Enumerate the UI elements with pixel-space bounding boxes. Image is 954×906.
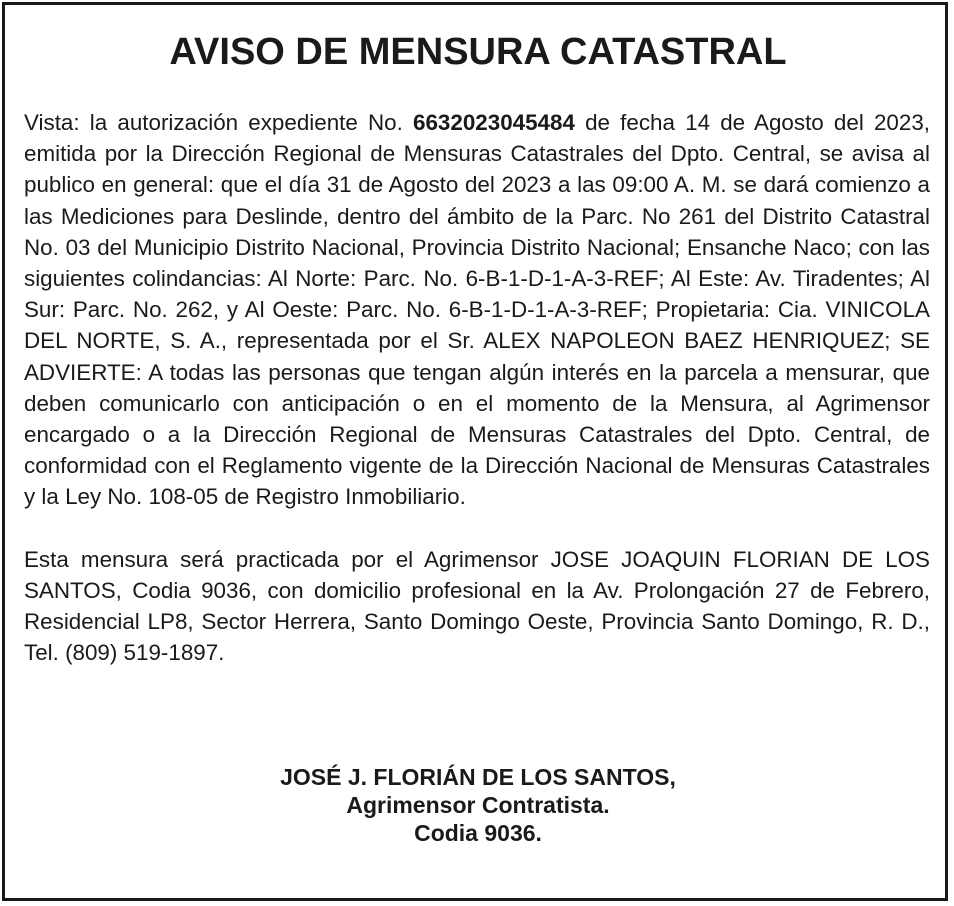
signature-block [5, 763, 951, 847]
expediente-number: 6632023045484 [413, 110, 575, 135]
paragraph-intro-text: Vista: la autorización expediente No. [24, 110, 414, 135]
signature-name: JOSÉ J. FLORIÁN DE LOS SANTOS, [280, 764, 676, 790]
paragraph-authorization [24, 107, 930, 513]
paragraph-body-text: de fecha 14 de Agosto del 2023, emitida por la Dirección Regional de Mensuras Catastrales del Dpto. Central, se avisa al publico en general: que el día 31 de Agosto del 2023 a las 09:00 A. M. se dará comienzo a las Mediciones para Deslinde, dentro del ámbito de la Parc. No 261 del Distrito Catastral No. 03 del Municipio Distrito Nacional, Provincia Distrito Nacional; Ensanche Naco; con las siguientes colindancias: Al Norte: Parc. No. 6-B-1-D-1-A-3-REF; Al Este: Av. Tiradentes; Al Sur: Parc. No. 262, y Al Oeste: Parc. No. 6-B-1-D-1-A-3-REF; Propietaria: Cia. VINICOLA DEL NORTE, S. A., representada por el Sr. ALEX NAPOLEON BAEZ HENRIQUEZ; SE ADVIERTE: A todas las personas que tengan algún interés en la parcela a mensurar, que deben comunicarlo con anticipación o en el momento de la Mensura, al Agrimensor encargado o a la Dirección Regional de Mensuras Catastrales del Dpto. Central, de conformidad con el Reglamento vigente de la Dirección Nacional de Mensuras Catastrales y la Ley No. 108-05 de Registro Inmobiliario. [24, 110, 931, 510]
paragraph-surveyor: Esta mensura será practicada por el Agrimensor JOSE JOAQUIN FLORIAN DE LOS SANTOS, Codia 9036, con domicilio profesional en la Av. Prolongación 27 de Febrero, Residencial LP8, Sector Herrera, Santo Domingo Oeste, Provincia Santo Domingo, R. D., Tel. (809) 519-1897. [24, 546, 930, 666]
notice-body [24, 107, 930, 668]
notice-title: AVISO DE MENSURA CATASTRAL [169, 31, 787, 73]
notice-frame [2, 2, 948, 901]
signature-codia: Codia 9036. [414, 820, 542, 846]
signature-role: Agrimensor Contratista. [346, 792, 610, 818]
